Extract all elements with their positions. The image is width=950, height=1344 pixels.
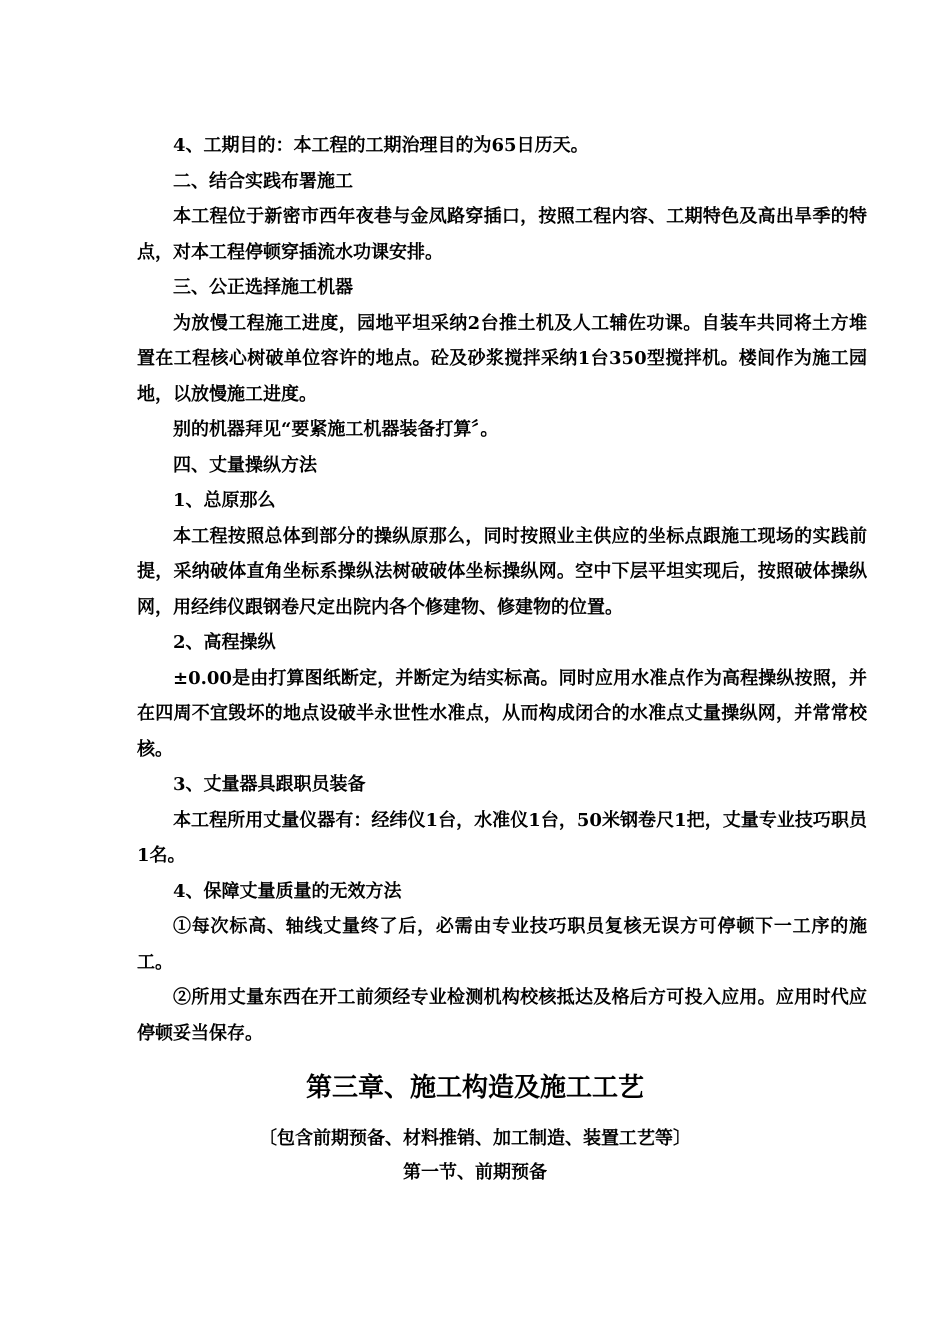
paragraph-elevation-control: ±0.00是由打算图纸断定，并断定为结实标高。同时应用水准点作为高程操纵按照，并在四周不宜毁坏的地点设破半永世性水准点，从而构成闭合的水准点丈量操纵网，并常常校核。 [137, 667, 867, 760]
paragraph-instruments-staff: 本工程所用丈量仪器有：经纬仪1台，水准仪1台，50米钢卷尺1把，丈量专业技巧职员1名。 [137, 809, 867, 866]
paragraph-project-location: 本工程位于新密市西年夜巷与金凤路穿插口，按照工程内容、工期特色及高出旱季的特点，对本工程停顿穿插流水功课安排。 [137, 206, 867, 263]
chapter-subtitle: 〔包含前期预备、材料推销、加工制造、装置工艺等〕 [259, 1128, 691, 1149]
paragraph-measure-1: ①每次标高、轴线丈量终了后，必需由专业技巧职员复核无误方可停顿下一工序的施工。 [137, 916, 867, 973]
subheading-instruments-staff: 3、丈量器具跟职员装备 [173, 774, 366, 795]
section-title: 第一节、前期预备 [403, 1162, 547, 1183]
heading-survey-control: 四、丈量操纵方法 [173, 454, 317, 476]
paragraph-general-principle: 本工程按照总体到部分的操纵原那么，同时按照业主供应的坐标点跟施工现场的实践前提，采纳破体直角坐标系操纵法树破破体坐标操纵网。空中下层平坦实现后，按照破体操纵网，用经纬仪跟钢卷尺定出院内各个修建物、修建物的位置。 [137, 525, 867, 618]
paragraph-machinery: 为放慢工程施工进度，园地平坦采纳2台推土机及人工辅佐功课。自装车共同将土方堆置在工程核心树破单位容许的地点。砼及砂浆搅拌采纳1台350型搅拌机。楼间作为施工园地，以放慢施工进度。 [137, 312, 867, 405]
paragraph-measure-2: ②所用丈量东西在开工前须经专业检测机构校核抵达及格后方可投入应用。应用时代应停顿妥当保存。 [137, 987, 867, 1044]
subheading-general-principle: 1、总原那么 [173, 490, 276, 511]
heading-machinery-selection: 三、公正选择施工机器 [173, 277, 353, 298]
body-text [137, 128, 867, 1051]
heading-construction-deployment: 二、结合实践布署施工 [173, 170, 353, 192]
chapter-title: 第三章、施工构造及施工工艺 [305, 1073, 644, 1103]
paragraph-machinery-reference: 别的机器拜见“要紧施工机器装备打算〞。 [173, 419, 499, 440]
paragraph-schedule-goal: 4、工期目的：本工程的工期治理目的为65日历天。 [173, 135, 589, 156]
subheading-elevation-control: 2、高程操纵 [173, 632, 276, 653]
subheading-quality-measures: 4、保障丈量质量的无效方法 [173, 880, 402, 902]
